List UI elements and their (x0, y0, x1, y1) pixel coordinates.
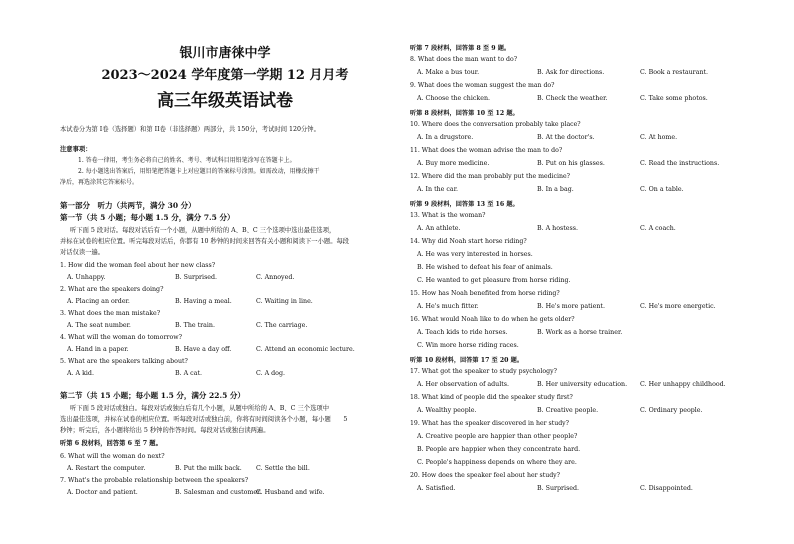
q10-option-b: B. At the doctor's. (537, 134, 595, 141)
question-19: 19. What has the speaker discovered in her study? (410, 420, 569, 427)
section2-heading: 第二节（共 15 小题；每小题 1.5 分，满分 22.5 分） (60, 391, 245, 400)
question-18: 18. What kind of people did the speaker study first? (410, 394, 573, 401)
q18-option-a: A. Wealthy people. (417, 407, 477, 414)
material-6-heading: 听第 6 段材料，回答第 6 至 7 题。 (60, 440, 162, 447)
q14-option-a: A. He was very interested in horses. (417, 251, 533, 258)
q17-option-b: B. Her university education. (537, 381, 628, 388)
q20-option-c: C. Disappointed. (640, 485, 693, 492)
q3-option-a: A. The seat number. (67, 322, 131, 329)
exam-name: 2023～2024 学年度第一学期 12 月月考 (101, 68, 349, 83)
question-7: 7. What's the probable relationship between the speakers? (60, 477, 249, 484)
q3-option-c: C. The carriage. (256, 322, 308, 329)
q2-option-b: B. Having a meal. (175, 298, 232, 305)
question-8: 8. What does the man want to do? (410, 56, 518, 63)
section2-instr-2: 选出最佳选项，并标在试卷的相应位置。听每段对话或独白前，你将有时间阅读各个小题，每小题 5 (60, 416, 348, 423)
question-16: 16. What would Noah like to do when he gets older? (410, 316, 575, 323)
q17-option-c: C. Her unhappy childhood. (640, 381, 726, 388)
q3-option-b: B. The train. (175, 322, 215, 329)
q2-option-c: C. Waiting in line. (256, 298, 313, 305)
material-8-heading: 听第 8 段材料，回答第 10 至 12 题。 (410, 110, 519, 117)
q8-option-a: A. Make a bus tour. (417, 69, 480, 76)
note-1: 1. 答卷一律用，考生务必将自己的姓名、考号、考试科目用铅笔涂写在答题卡上。 (78, 157, 296, 164)
q7-option-a: A. Doctor and patient. (67, 489, 138, 496)
q5-option-c: C. A dog. (256, 370, 286, 377)
question-5: 5. What are the speakers talking about? (60, 358, 188, 365)
q13-option-a: A. An athlete. (417, 225, 461, 232)
school-name: 银川市唐徕中学 (179, 46, 271, 61)
q19-option-b: B. People are happier when they concentrate hard. (417, 446, 581, 453)
q5-option-a: A. A kid. (67, 370, 94, 377)
q16-option-a: A. Teach kids to ride horses. (417, 329, 508, 336)
q14-option-c: C. He wanted to get pleasure from horse riding. (417, 277, 571, 284)
q18-option-c: C. Ordinary people. (640, 407, 703, 414)
part1-heading: 第一部分 听力（共两节，满分 30 分） (60, 201, 196, 210)
question-14: 14. Why did Noah start horse riding? (410, 238, 527, 245)
q15-option-a: A. He's much fitter. (417, 303, 479, 310)
q9-option-a: A. Choose the chicken. (417, 95, 491, 102)
q17-option-a: A. Her observation of adults. (417, 381, 510, 388)
question-11: 11. What does the woman advise the man to do? (410, 147, 563, 154)
section1-heading: 第一节（共 5 小题；每小题 1.5 分，满分 7.5 分） (60, 213, 235, 222)
question-2: 2. What are the speakers doing? (60, 286, 164, 293)
q1-option-a: A. Unhappy. (67, 274, 106, 281)
q10-option-a: A. In a drugstore. (417, 134, 474, 141)
q16-option-c: C. Win more horse riding races. (417, 342, 519, 349)
q6-option-c: C. Settle the bill. (256, 465, 310, 472)
question-1: 1. How did the woman feel about her new class? (60, 262, 216, 269)
question-10: 10. Where does the conversation probably take place? (410, 121, 581, 128)
section2-instr-3: 秒钟；听完后，各小题将给出 5 秒钟的作答时间。每段对话或独白读两遍。 (60, 427, 270, 434)
q20-option-a: A. Satisfied. (417, 485, 456, 492)
question-13: 13. What is the woman? (410, 212, 486, 219)
notes-heading: 注意事项： (60, 146, 92, 153)
q9-option-c: C. Take some photos. (640, 95, 708, 102)
q7-option-b: B. Salesman and customer. (175, 489, 262, 496)
q13-option-c: C. A coach. (640, 225, 676, 232)
q1-option-c: C. Annoyed. (256, 274, 295, 281)
q8-option-c: C. Book a restaurant. (640, 69, 709, 76)
q12-option-c: C. On a table. (640, 186, 684, 193)
question-9: 9. What does the woman suggest the man do? (410, 82, 555, 89)
q10-option-c: C. At home. (640, 134, 678, 141)
q6-option-a: A. Restart the computer. (67, 465, 146, 472)
paper-title: 高三年级英语试卷 (157, 91, 293, 111)
section1-instr-1: 听下面 5 段对话。每段对话后有一个小题，从题中所给的 A、B、C 三个选项中选出最佳选项， (70, 227, 336, 234)
question-4: 4. What will the woman do tomorrow? (60, 334, 183, 341)
q9-option-b: B. Check the weather. (537, 95, 608, 102)
q11-option-a: A. Buy more medicine. (417, 160, 490, 167)
material-10-heading: 听第 10 段材料，回答第 17 至 20 题。 (410, 357, 524, 364)
note-2: 2. 每小题选出答案后，用铅笔把答题卡上对应题目的答案标号涂黑。如需改动，用橡皮擦干 (78, 168, 320, 175)
note-3: 净后，再选涂其它答案标号。 (60, 179, 139, 186)
q19-option-a: A. Creative people are happier than other people? (417, 433, 578, 440)
question-6: 6. What will the woman do next? (60, 453, 165, 460)
q11-option-c: C. Read the instructions. (640, 160, 720, 167)
q6-option-b: B. Put the milk back. (175, 465, 242, 472)
material-9-heading: 听第 9 段材料，回答第 13 至 16 题。 (410, 201, 519, 208)
question-3: 3. What does the man mistake? (60, 310, 161, 317)
q15-option-c: C. He's more energetic. (640, 303, 716, 310)
section1-instr-3: 对话仅读一遍。 (60, 249, 105, 256)
section1-instr-2: 并标在试卷的相应位置。听完每段对话后，你都有 10 秒钟的时间来回答有关小题和阅读下一小题。每段 (60, 238, 350, 245)
q19-option-c: C. People's happiness depends on where they are. (417, 459, 577, 466)
q5-option-b: B. A cat. (175, 370, 202, 377)
question-20: 20. How does the speaker feel about her study? (410, 472, 560, 479)
q2-option-a: A. Placing an order. (67, 298, 130, 305)
q15-option-b: B. He's more patient. (537, 303, 605, 310)
q11-option-b: B. Put on his glasses. (537, 160, 605, 167)
q16-option-b: B. Work as a horse trainer. (537, 329, 623, 336)
q18-option-b: B. Creative people. (537, 407, 599, 414)
intro-text: 本试卷分为第 I卷（选择题）和第 II卷（非选择题）两部分，共 150分，考试时间 120分钟。 (60, 126, 320, 133)
question-12: 12. Where did the man probably put the medicine? (410, 173, 570, 180)
section2-instr-1: 听下面 5 段对话或独白。每段对话或独白后有几个小题，从题中所给的 A、B、C 三个选项中 (70, 405, 329, 412)
question-15: 15. How has Noah benefited from horse riding? (410, 290, 560, 297)
q14-option-b: B. He wished to defeat his fear of animals. (417, 264, 553, 271)
q12-option-a: A. In the car. (417, 186, 459, 193)
question-17: 17. What got the speaker to study psychology? (410, 368, 557, 375)
q12-option-b: B. In a bag. (537, 186, 574, 193)
q7-option-c: C. Husband and wife. (256, 489, 325, 496)
q20-option-b: B. Surprised. (537, 485, 580, 492)
q1-option-b: B. Surprised. (175, 274, 218, 281)
q4-option-b: B. Have a day off. (175, 346, 232, 353)
q8-option-b: B. Ask for directions. (537, 69, 605, 76)
q4-option-c: C. Attend an economic lecture. (256, 346, 355, 353)
q13-option-b: B. A hostess. (537, 225, 578, 232)
q4-option-a: A. Hand in a paper. (67, 346, 129, 353)
material-7-heading: 听第 7 段材料，回答第 8 至 9 题。 (410, 45, 511, 52)
